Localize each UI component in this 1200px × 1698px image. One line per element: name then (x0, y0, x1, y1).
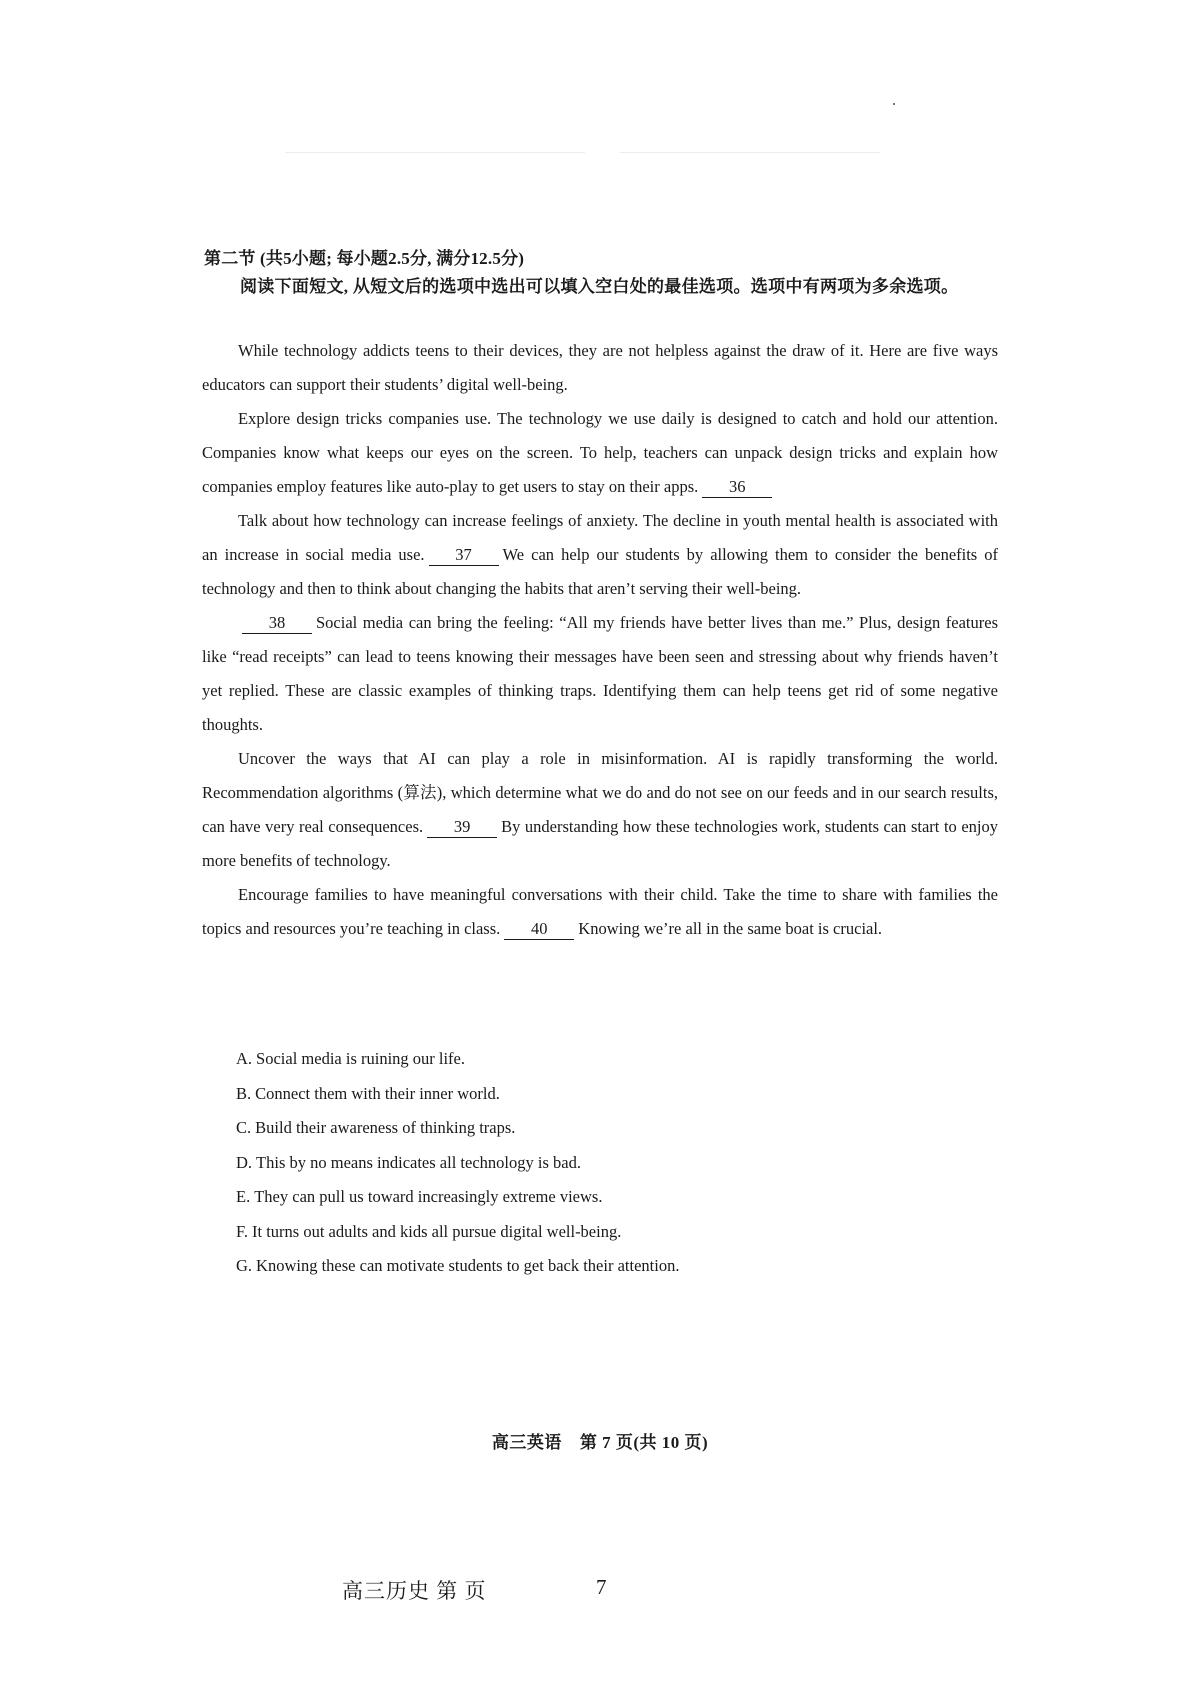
option-text: They can pull us toward increasingly extreme views. (254, 1187, 603, 1206)
paragraph-text: We can help our students by allowing them to consider the benefits of technology and then to think about changing the habits that aren’t serving their well-being. (202, 545, 999, 598)
paragraph-text: Encourage families to have meaningful conversations with their child. Take the time to share with families the topics and resources you’re teaching in class. (202, 885, 998, 938)
option-letter: C. (236, 1118, 252, 1137)
option-c (236, 1111, 679, 1146)
blank-36: 36 (702, 477, 772, 498)
option-text: This by no means indicates all technology is bad. (256, 1152, 581, 1172)
option-letter: E. (236, 1187, 251, 1206)
option-g (236, 1249, 679, 1284)
passage-paragraph-5 (202, 742, 998, 878)
paragraph-text: Social media can bring the feeling: “All my friends have better lives than me.” Plus, design features like “read receipts” can lead to teens knowing their messages have been seen and stressing about why friends haven’t yet replied. These are classic examples of thinking traps. Identifying them can help teens get rid of some negative thoughts. (202, 613, 998, 734)
passage-paragraph-3 (202, 504, 998, 606)
blank-40: 40 (504, 919, 574, 940)
blank-37: 37 (429, 545, 499, 566)
option-letter: F. (236, 1221, 248, 1241)
option-f (236, 1215, 679, 1250)
passage-paragraph-1: While technology addicts teens to their devices, they are not helpless against the draw of it. Here are five ways educators can support their students’ digital well-being. (202, 341, 998, 394)
option-d (236, 1146, 679, 1181)
blank-38: 38 (242, 613, 312, 634)
paragraph-text: Talk about how technology can increase feelings of anxiety. The decline in youth mental health is associated with an increase in social media use. (202, 511, 998, 564)
paragraph-text: Knowing we’re all in the same boat is crucial. (578, 919, 883, 938)
passage-paragraph-6 (202, 878, 998, 946)
passage-paragraph-4 (202, 606, 998, 742)
option-text: Knowing these can motivate students to get back their attention. (256, 1256, 680, 1275)
option-letter: G. (236, 1256, 253, 1275)
stamp-page-number: 7 (596, 1575, 608, 1599)
option-text: It turns out adults and kids all pursue digital well-being. (251, 1221, 622, 1241)
option-a (236, 1042, 679, 1077)
blank-39: 39 (427, 817, 497, 838)
page-footer (0, 1428, 1200, 1453)
scan-artifact-line (620, 152, 880, 153)
option-text: Connect them with their inner world. (255, 1083, 500, 1103)
option-text: Social media is ruining our life. (256, 1049, 466, 1068)
section-heading: 第二节 (共5小题; 每小题2.5分, 满分12.5分) (204, 249, 525, 268)
scan-artifact-line (285, 152, 585, 153)
option-text: Build their awareness of thinking traps. (255, 1118, 516, 1137)
paragraph-text: Uncover the ways that AI can play a role in misinformation. AI is rapidly transforming the world. Recommendation algorithms (算法), which determine what we do and do not see on our feeds and in our search results, can have very real consequences. (202, 749, 998, 836)
paragraph-text: Explore design tricks companies use. The technology we use daily is designed to catch and hold our attention. Companies know what keeps our eyes on the screen. To help, teachers can unpack design tricks and explain how companies employ features like auto-play to get users to stay on their apps. (202, 409, 998, 496)
section-instructions: 阅读下面短文, 从短文后的选项中选出可以填入空白处的最佳选项。选项中有两项为多余选项。 (240, 277, 959, 296)
option-letter: D. (236, 1152, 253, 1172)
option-letter: B. (236, 1083, 252, 1103)
option-e (236, 1180, 679, 1215)
reading-passage (202, 334, 998, 946)
scan-speck (893, 103, 895, 105)
footer-subject: 高三英语 (491, 1433, 562, 1452)
option-b (236, 1077, 679, 1112)
stamp-label: 高三历史 第 页 (342, 1579, 487, 1603)
option-letter: A. (236, 1049, 253, 1068)
paragraph-text: By understanding how these technologies work, students can start to enjoy more benefits of technology. (202, 817, 998, 870)
footer-page-info: 第 7 页(共 10 页) (579, 1433, 709, 1452)
answer-options (236, 1042, 679, 1284)
passage-paragraph-2 (202, 402, 998, 504)
